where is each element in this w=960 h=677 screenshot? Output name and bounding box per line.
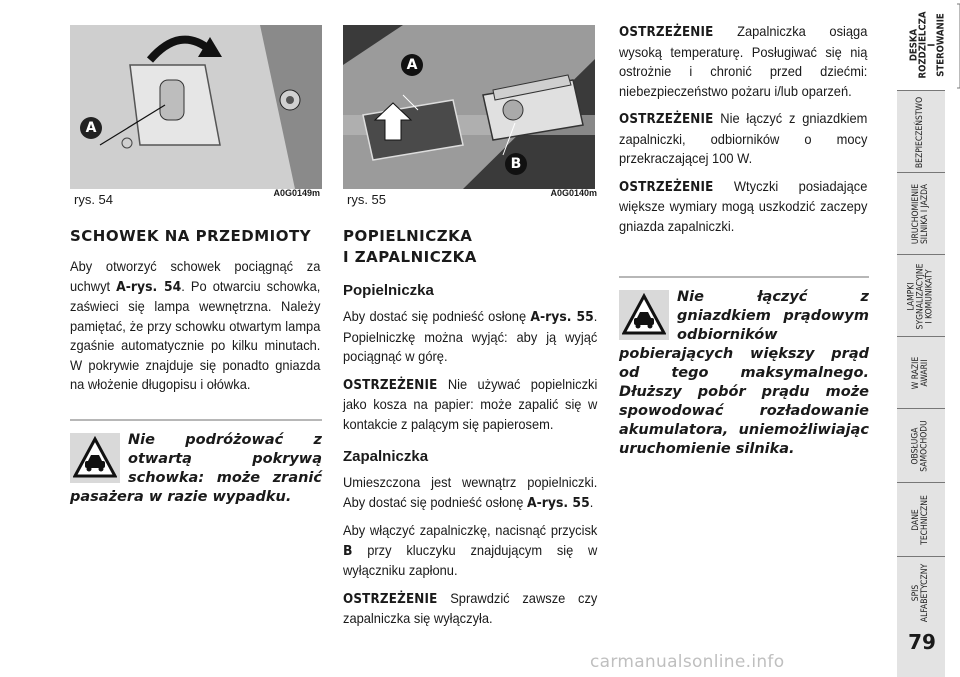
warning-car-icon <box>619 290 669 340</box>
section-heading-line2: I ZAPALNICZKA <box>343 248 477 266</box>
warning-paragraph-1: OSTRZEŻENIE Zapalniczka osiąga wysoką temperaturę. Posługiwać się nią ostrożnie i chronić przed dziećmi: niebezpieczeństwo pożaru i/lub oparzeń. <box>619 23 868 99</box>
warning-paragraph-2: OSTRZEŻENIE Nie łączyć z gniazdkiem zapalniczki, odbiorników o mocy przekraczającej 100 W. <box>619 110 868 166</box>
tab-starting-driving[interactable]: URUCHOMIENIE SILNIKA I JAZDA <box>897 172 945 255</box>
glovebox-illustration <box>70 25 322 189</box>
tab-emergency[interactable]: W RAZIE AWARII <box>897 336 945 409</box>
ashtray-illustration <box>343 25 595 189</box>
warning-text: Nie podróżować z otwartą pokrywą schowka: może zranić pasażera w razie wypadku. <box>70 432 322 505</box>
figure-code: A0G0140m <box>550 188 597 198</box>
tab-index[interactable]: SPIS ALFABETYCZNY <box>897 556 945 629</box>
tab-technical-data[interactable]: DANE TECHNICZNE <box>897 482 945 557</box>
lighter-paragraph: Umieszczona jest wewnątrz popielniczki. Aby dostać się podnieść osłonę A-rys. 55. <box>343 474 598 511</box>
warning-paragraph-3: OSTRZEŻENIE Wtyczki posiadające większe wymiary mogą uszkodzić zaczepy gniazda zapalniczki. <box>619 177 868 234</box>
tab-warning-lights[interactable]: LAMPKI SYGNALIZACYJNE I KOMUNIKATY <box>897 254 945 337</box>
figure-label: rys. 54 <box>74 192 114 207</box>
lighter-activate-paragraph: Aby włączyć zapalniczkę, nacisnąć przycisk B przy kluczyku znajdującym się w wyłączniku zapłonu. <box>343 522 598 578</box>
warning-car-icon <box>70 433 120 483</box>
tab-safety[interactable]: BEZPIECZEŃSTWO <box>897 90 945 173</box>
ashtray-paragraph: Aby dostać się podnieść osłonę A-rys. 55. Popielniczkę można wyjąć: aby ją wyjąć pociągnąć w górę. <box>343 308 598 364</box>
figure-code: A0G0149m <box>273 188 320 198</box>
lighter-warning-paragraph: OSTRZEŻENIE Sprawdzić zawsze czy zapalniczka się wyłączyła. <box>343 589 598 626</box>
figure-label: rys. 55 <box>347 192 387 207</box>
glovebox-paragraph: Aby otworzyć schowek pociągnąć za uchwyt A-rys. 54. Po otwarciu schowka, zaświeci się lampa wewnętrzna. Należy pamiętać, że przy schowku otwartym lampa zgaśnie automatycznie po kilku minutach. W pokrywie znajduje się ponadto gniazda na włożenie długopisu i ołówka. <box>70 258 321 392</box>
subheading-ashtray: Popielniczka <box>343 282 434 299</box>
figure-ashtray <box>343 25 595 189</box>
figure-marker-a: A <box>401 54 423 76</box>
tab-dashboard[interactable]: DESKA ROZDZIELCZA I STEROWANIE <box>897 0 957 90</box>
section-heading: SCHOWEK NA PRZEDMIOTY <box>70 227 312 245</box>
warning-text: Nie łączyć z gniazdkiem prądowym odbiorników pobierających większy prąd od tego maksymalnego. Dłuższy pobór prądu może spowodować rozładowanie akumulatora, uniemożliwiając uruchomienie silnika. <box>619 289 869 457</box>
chapter-sidebar <box>897 0 960 677</box>
subheading-lighter: Zapalniczka <box>343 448 429 465</box>
figure-marker-b: B <box>505 153 527 175</box>
warning-box <box>619 276 869 459</box>
page-number: 79 <box>908 630 936 654</box>
watermark: carmanualsonline.info <box>590 652 785 672</box>
figure-glovebox <box>70 25 322 189</box>
section-heading-line1: POPIELNICZKA <box>343 227 473 245</box>
ashtray-warning-paragraph: OSTRZEŻENIE Nie używać popielniczki jako kosza na papier: może zapalić się w kontakcie z palącym się papierosem. <box>343 375 598 432</box>
tab-maintenance[interactable]: OBSŁUGA SAMOCHODU <box>897 408 945 483</box>
warning-box <box>70 419 322 507</box>
figure-marker-a: A <box>80 117 102 139</box>
